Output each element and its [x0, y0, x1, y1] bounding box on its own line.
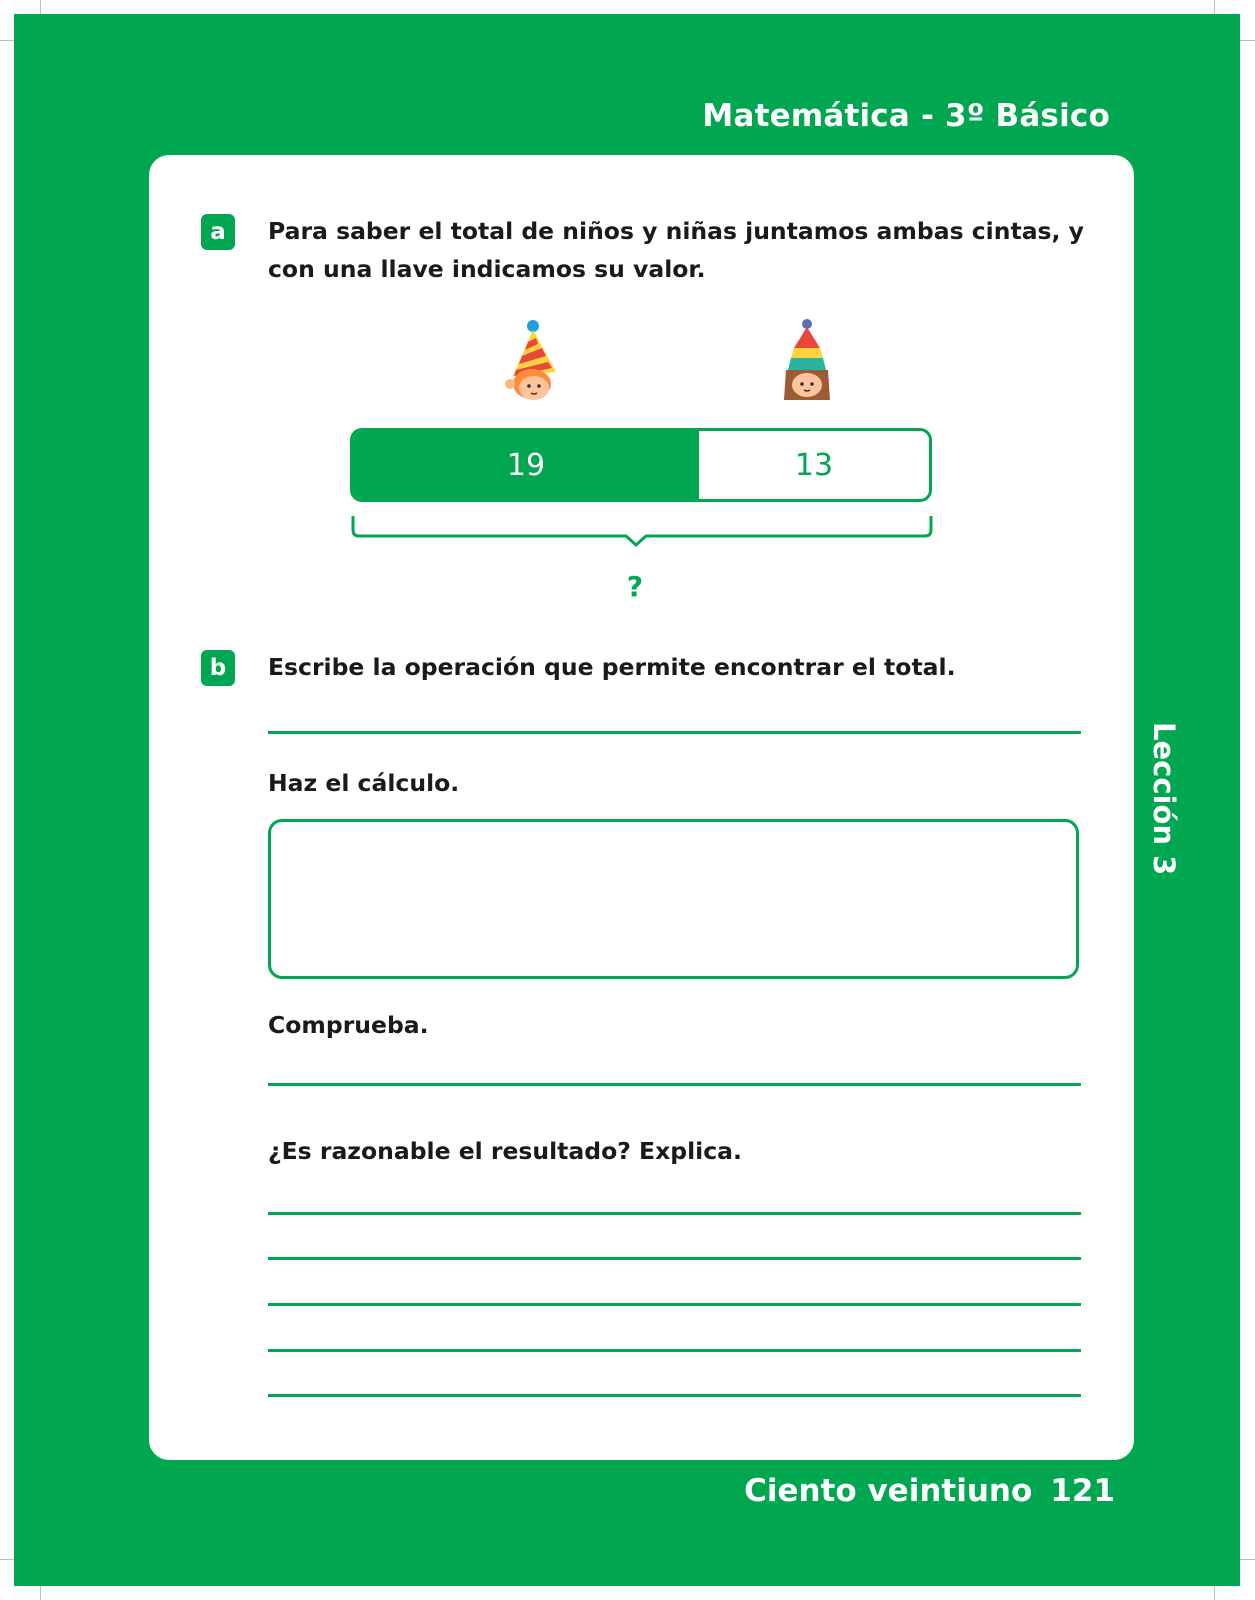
item-badge-a: a [201, 214, 235, 250]
prompt-check: Comprueba. [268, 1011, 429, 1039]
page-number-words: Ciento veintiuno [744, 1473, 1033, 1509]
answer-line-check[interactable] [268, 1083, 1081, 1086]
curly-brace-icon [350, 516, 934, 556]
answer-line-operation[interactable] [268, 731, 1081, 734]
tape-segment-girls: 13 [794, 447, 834, 483]
page-footer [744, 1473, 1115, 1509]
prompt-calculation: Haz el cálculo. [268, 769, 460, 797]
lesson-tab: Lección 3 [1147, 722, 1181, 876]
answer-line-explain[interactable] [268, 1303, 1081, 1306]
prompt-operation: Escribe la operación que permite encontrar el total. [268, 653, 956, 681]
tape-segment-boys: 19 [353, 431, 699, 499]
girl-party-hat-icon [780, 318, 832, 402]
worksheet-card [149, 155, 1134, 1460]
bar-model-tape [350, 428, 932, 502]
item-badge-b: b [201, 650, 235, 686]
prompt-reasonable: ¿Es razonable el resultado? Explica. [268, 1137, 742, 1165]
answer-line-explain[interactable] [268, 1257, 1081, 1260]
answer-line-explain[interactable] [268, 1212, 1081, 1215]
page-number: 121 [1050, 1473, 1115, 1509]
page-title: Matemática - 3º Básico [702, 98, 1110, 134]
instruction-a-line1: Para saber el total de niños y niñas juntamos ambas cintas, y [268, 217, 1084, 245]
instruction-a [268, 212, 1098, 288]
calculation-box[interactable] [268, 819, 1079, 979]
answer-line-explain[interactable] [268, 1394, 1081, 1397]
boy-party-hat-icon [500, 318, 560, 402]
answer-line-explain[interactable] [268, 1349, 1081, 1352]
total-unknown-label: ? [626, 570, 644, 603]
instruction-a-line2: con una llave indicamos su valor. [268, 255, 706, 283]
